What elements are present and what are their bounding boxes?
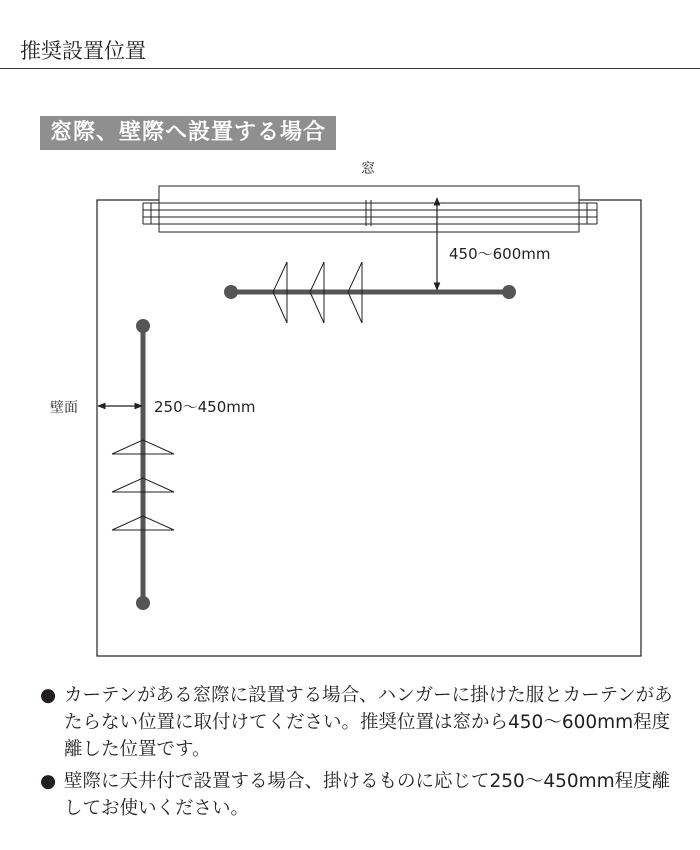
wall-label: 壁面 bbox=[50, 400, 78, 416]
note-text: カーテンがある窓際に設置する場合、ハンガーに掛けた服とカーテンがあたらない位置に取付けてください。推奨位置は窓から450〜600mm程度離した位置です。 bbox=[64, 685, 673, 760]
wall-distance-label: 250〜450mm bbox=[154, 398, 256, 416]
section-banner: 窓際、壁際へ設置する場合 bbox=[40, 116, 336, 150]
note-text: 壁際に天井付で設置する場合、掛けるものに応じて250〜450mm程度離してお使いください。 bbox=[64, 771, 671, 819]
note-item bbox=[40, 682, 680, 763]
bullet-icon: ● bbox=[40, 771, 57, 792]
window-distance-label: 450〜600mm bbox=[449, 245, 551, 263]
note-item bbox=[40, 768, 680, 822]
wall-rod bbox=[136, 319, 150, 610]
window-label: 窓 bbox=[361, 161, 375, 177]
window-rod bbox=[224, 285, 516, 299]
window bbox=[143, 186, 597, 232]
page-title: 推奨設置位置 bbox=[20, 39, 146, 63]
room-outline bbox=[97, 200, 641, 656]
bullet-icon: ● bbox=[40, 685, 57, 706]
